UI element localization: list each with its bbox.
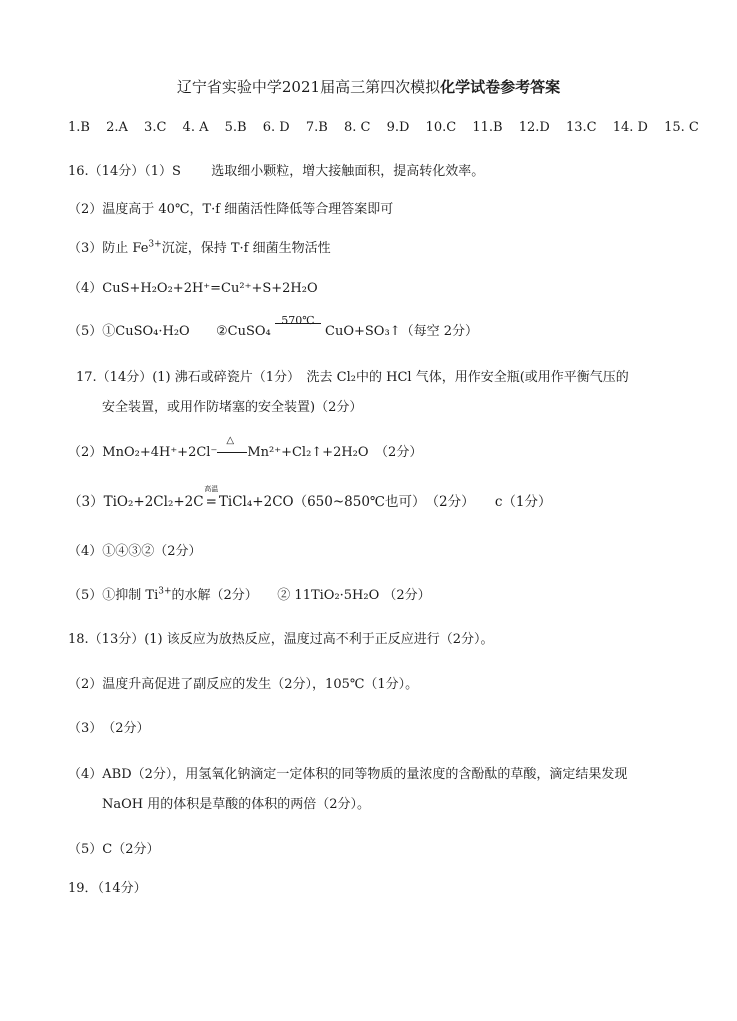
q16-part3-b: 沉淀，保持 T·f 细菌生物活性 bbox=[161, 241, 331, 256]
q18-line-3: （3） （2分） bbox=[68, 721, 150, 736]
mc-answer: 12.D bbox=[518, 120, 550, 135]
q17-line-3 bbox=[68, 485, 552, 510]
q16-part5-c: CuO+SO₃↑（每空 2分） bbox=[325, 324, 478, 339]
q16-line-5 bbox=[68, 314, 478, 339]
condition-bar bbox=[217, 452, 247, 453]
mc-answer: 5.B bbox=[224, 120, 247, 135]
q16-line-4: （4）CuS+H₂O₂+2H⁺=Cu²⁺+S+2H₂O bbox=[68, 281, 318, 296]
title-prefix: 辽宁省实验中学2021届高三第四次模拟 bbox=[176, 78, 441, 96]
q19-line-1: 19．（14分） bbox=[68, 881, 147, 896]
q16-head: 16.（14分）（1）S bbox=[68, 164, 181, 179]
title-bold: 化学试卷参考答案 bbox=[440, 78, 561, 96]
q18-line-1: 18.（13分）(1) 该反应为放热反应，温度过高不利于正反应进行（2分）。 bbox=[68, 632, 494, 647]
mc-answer: 2.A bbox=[106, 120, 128, 135]
mc-answer: 14. D bbox=[612, 120, 648, 135]
multiple-choice-answers bbox=[68, 120, 711, 135]
q18-line-5: （5）C（2分） bbox=[68, 842, 160, 857]
temperature-condition: 570℃ bbox=[281, 314, 315, 327]
q16-line-3 bbox=[68, 237, 331, 256]
q18-line-4b: NaOH 用的体积是草酸的体积的两倍（2分）。 bbox=[102, 797, 371, 812]
mc-answer: 4. A bbox=[182, 120, 209, 135]
q17-line-4: （4）①④③②（2分） bbox=[68, 544, 202, 559]
mc-answer: 6. D bbox=[262, 120, 290, 135]
mc-answer: 7.B bbox=[305, 120, 328, 135]
q16-part5-a: （5）①CuSO₄·H₂O bbox=[68, 324, 190, 339]
mc-answer: 15. C bbox=[664, 120, 699, 135]
q17-part2-a: （2）MnO₂+4H⁺+2Cl⁻ bbox=[68, 445, 218, 460]
heating-condition bbox=[217, 435, 247, 460]
mc-answer: 11.B bbox=[472, 120, 503, 135]
reaction-condition bbox=[275, 314, 321, 339]
high-temp-equals bbox=[204, 485, 219, 510]
high-temp-condition: 高温 bbox=[204, 485, 219, 493]
q17-line-5 bbox=[68, 584, 431, 603]
mc-answer: 8. C bbox=[343, 120, 371, 135]
q17-line-1: 17.（14分）(1) 沸石或碎瓷片（1分） 洗去 Cl₂中的 HCl 气体，用作安全瓶(或用作平衡气压的 bbox=[76, 370, 629, 385]
q16-part5-b: ②CuSO₄ bbox=[216, 324, 271, 339]
page-title bbox=[0, 76, 737, 97]
q16-line-1 bbox=[68, 160, 484, 179]
q18-line-2: （2）温度升高促进了副反应的发生（2分），105℃（1分）。 bbox=[68, 677, 419, 692]
q17-part5-sup: 3+ bbox=[158, 586, 172, 597]
q16-part3-sup: 3+ bbox=[148, 239, 162, 250]
q16-part1-text: 选取细小颗粒，增大接触面积，提高转化效率。 bbox=[211, 164, 485, 179]
q17-line-2 bbox=[68, 435, 423, 460]
q17-part2-b: Mn²⁺+Cl₂↑+2H₂O （2分） bbox=[247, 445, 423, 460]
q17-part3-a: （3）TiO₂+2Cl₂+2C bbox=[68, 494, 204, 510]
q17-part5-b: 的水解（2分） ② 11TiO₂·5H₂O （2分） bbox=[171, 588, 431, 603]
mc-answer: 3.C bbox=[144, 120, 167, 135]
mc-answer: 13.C bbox=[565, 120, 597, 135]
mc-answer: 1.B bbox=[68, 120, 90, 135]
q17-part3-b: TiCl₄+2CO（650~850℃也可） （2分） c（1分） bbox=[218, 494, 552, 510]
q16-part3-a: （3）防止 Fe bbox=[68, 241, 149, 256]
q17-line-1b: 安全装置，或用作防堵塞的安全装置)（2分） bbox=[102, 400, 363, 415]
mc-answer: 10.C bbox=[425, 120, 457, 135]
q16-line-2: （2）温度高于 40℃，T·f 细菌活性降低等合理答案即可 bbox=[68, 202, 394, 217]
equals-sign: = bbox=[205, 494, 217, 510]
q17-part5-a: （5）①抑制 Ti bbox=[68, 588, 159, 603]
mc-answer: 9.D bbox=[386, 120, 410, 135]
q18-line-4: （4）ABD（2分），用氢氧化钠滴定一定体积的同等物质的量浓度的含酚酞的草酸，滴定结果发现 bbox=[68, 767, 628, 782]
delta-icon: △ bbox=[226, 435, 235, 446]
